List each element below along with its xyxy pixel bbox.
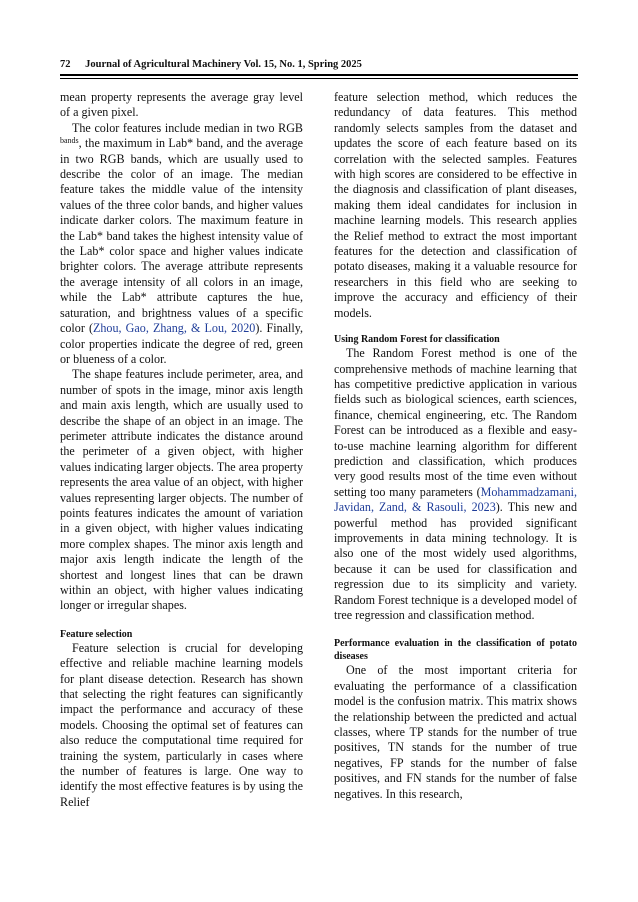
- heading-random-forest: Using Random Forest for classification: [334, 334, 500, 346]
- color-text-c: ). Finally, color properties indicate the degree of red, green or blueness of a color.: [60, 321, 303, 366]
- journal-title: Journal of Agricultural Machinery Vol. 15, No. 1, Spring 2025: [85, 59, 362, 70]
- right-column: [334, 90, 577, 802]
- paragraph-gray-level: mean property represents the average gray level of a given pixel.: [60, 90, 303, 120]
- running-header: [60, 59, 578, 70]
- left-column: [60, 90, 303, 810]
- paragraph-confusion-matrix: One of the most important criteria for evaluating the performance of a classification model is the confusion matrix. This matrix shows the relationship between the predicted and actual classes, where TP stands for the number of true positives, TN stands for the number of true negatives, FP stands for the number of false positives, and FN stands for the number of false negatives. In this research,: [334, 663, 577, 801]
- header-rule-thin: [60, 78, 578, 79]
- rf-text-b: ). This new and powerful method has provided significant improvements in data mining technology. It is also one of the most widely used algorithms, because it can be used for classification and regression due to its simplicity and variety. Random Forest technique is a developed model of tree regression and classification method.: [334, 500, 577, 622]
- paragraph-feature-selection: Feature selection is crucial for developing effective and reliable machine learning models for plant disease detection. Research has shown that selecting the right features can significantly impact the performance and accuracy of these models. Choosing the optimal set of features can also reduce the computational time required for training the system, particularly in cases where the number of features is large. One way to identify the most effective features is by using the Relief: [60, 640, 303, 809]
- paragraph-random-forest: [334, 346, 577, 623]
- rf-text-a: The Random Forest method is one of the comprehensive methods of machine learning that has competitive predictive application in various fields such as biological sciences, earth sciences, finance, chemical engineering, etc. The Random Forest can be introduced as a flexible and easy-to-use machine learning algorithm for different prediction and classification, which produces very good results most of the time even without setting too many parameters (: [334, 346, 577, 499]
- heading-feature-selection: Feature selection: [60, 628, 133, 640]
- paragraph-color-features: [60, 121, 303, 368]
- page-number: 72: [60, 59, 71, 70]
- paragraph-shape-features: The shape features include perimeter, area, and number of spots in the image, minor axis length and main axis length, which are usually used to describe the shape of an object in an image. The perimeter attribute indicates the distance around the perimeter of a given object, with higher values indicating larger objects. The area property represents the area value of an object, with higher values representing larger objects. The number of points features indicates the amount of variation in a given object, with higher values indicating more complex shapes. The minor axis length and major axis length indicate the length of the shortest and longest lines that can be drawn within an object, with higher values indicating longer or irregular shapes.: [60, 367, 303, 613]
- citation-zhou[interactable]: Zhou, Gao, Zhang, & Lou, 2020: [93, 321, 256, 336]
- color-text-b: , the maximum in Lab* band, and the average in two RGB bands, which are usually used to describe the color of an image. The median feature takes the middle value of the intensity values of the three color bands, and higher values indicate darker colors. The maximum feature in the Lab* band takes the highest intensity value of the Lab* color space and higher values indicate brighter colors. The average attribute represents the average intensity of all colors in an image, while the Lab* attribute captures the hue, saturation, and brightness values of a specific color (: [60, 136, 303, 336]
- paragraph-relief: feature selection method, which reduces the redundancy of data features. This method randomly selects samples from the dataset and updates the score of each feature based on its correlation with the selected samples. Features with high scores are considered to be effective in the diagnosis and classification of plant diseases, making them ideal candidates for inclusion in machine learning models. This research applies the Relief method to extract the most important features for the detection and classification of potato diseases, making it a valuable resource for researchers in this field who are seeking to improve the accuracy and efficiency of their models.: [334, 90, 577, 320]
- header-rule-thick: [60, 74, 578, 76]
- color-text-a: The color features include median in two RGB: [72, 120, 303, 135]
- citation-mohammadzamani[interactable]: Mohammadzamani, Javidan, Zand, & Rasouli, 2023: [334, 484, 577, 515]
- bands-superscript: bands: [60, 136, 79, 146]
- heading-performance-evaluation: Performance evaluation in the classification of potato diseases: [334, 638, 577, 663]
